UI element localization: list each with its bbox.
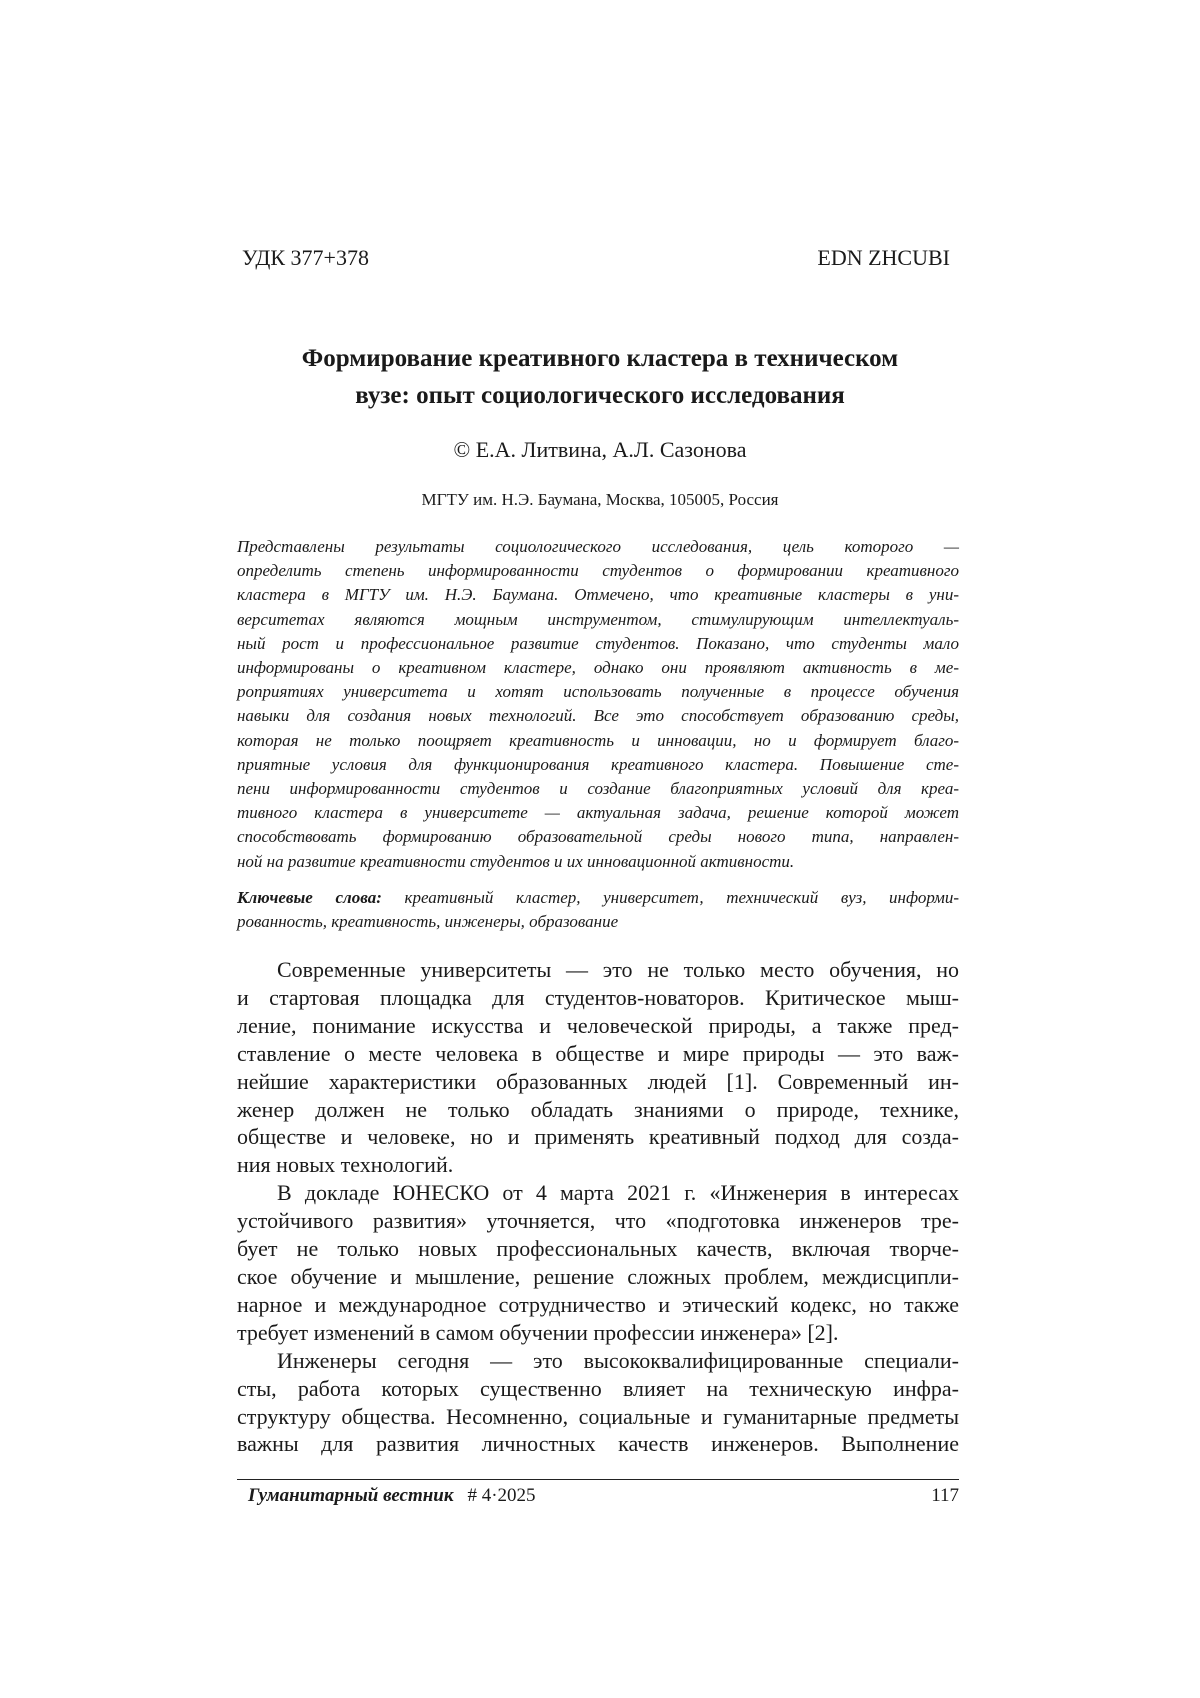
keywords-text: креативный кластер, университет, технический вуз, информи- (404, 888, 960, 907)
journal-issue: # 4·2025 (467, 1485, 536, 1506)
title-line: вузе: опыт социологического исследования (355, 382, 845, 409)
abstract-line: верситетах являются мощным инструментом, стимулирующим интеллектуаль- (237, 609, 959, 629)
body-line: ния новых технологий. (237, 1152, 454, 1178)
body-line: нейшие характеристики образованных людей [1]. Современный ин- (237, 1068, 959, 1094)
body-line: требует изменений в самом обучении профессии инженера» [2]. (237, 1319, 839, 1345)
body-line: обществе и человеке, но и применять креативный подход для созда- (237, 1124, 959, 1150)
abstract-line: информированы о креативном кластере, однако они проявляют активность в ме- (237, 658, 959, 678)
author-affiliation: МГТУ им. Н.Э. Баумана, Москва, 105005, Россия (421, 490, 779, 509)
abstract-line: навыки для создания новых технологий. Все это способствует образованию среды, (237, 706, 959, 726)
article-authors: © Е.А. Литвина, А.Л. Сазонова (453, 437, 747, 462)
udc-code: УДК 377+378 (242, 245, 369, 270)
body-line: женер должен не только обладать знаниями о природе, технике, (237, 1096, 959, 1122)
abstract-line: ный рост и профессиональное развитие студентов. Показано, что студенты мало (237, 633, 959, 653)
body-text (237, 956, 959, 1458)
abstract-line: роприятиях университета и хотят использовать полученные в процессе обучения (237, 682, 959, 702)
body-line: структуру общества. Несомненно, социальные и гуманитарные предметы (237, 1403, 959, 1429)
abstract-line: пени информированности студентов и создание благоприятных условий для креа- (237, 779, 959, 799)
abstract-line: Представлены результаты социологического исследования, цель которого — (237, 537, 959, 556)
keywords (237, 886, 959, 934)
abstract-line: приятные условия для функционирования креативного кластера. Повышение сте- (237, 754, 959, 774)
body-line: ское обучение и мышление, решение сложных проблем, междисципли- (237, 1263, 959, 1289)
body-line: ление, понимание искусства и человеческой природы, а также пред- (237, 1012, 959, 1038)
keywords-label: Ключевые слова: (237, 888, 382, 907)
keywords-line (237, 886, 959, 910)
abstract-line: которая не только поощряет креативность и инновации, но и формирует благо- (237, 730, 959, 750)
footer-divider (237, 1479, 959, 1480)
keywords-line: рованность, креативность, инженеры, образование (237, 912, 619, 931)
page-number: 117 (931, 1485, 959, 1506)
body-line: нарное и международное сотрудничество и этический кодекс, но также (237, 1291, 959, 1317)
body-line: устойчивого развития» уточняется, что «подготовка инженеров тре- (237, 1208, 959, 1234)
article-title (200, 340, 1000, 414)
header-meta (242, 245, 950, 271)
page-footer (248, 1484, 959, 1508)
abstract-line: определить степень информированности студентов о формировании креативного (237, 561, 959, 581)
body-line: важны для развития личностных качеств инженеров. Выполнение (237, 1431, 959, 1457)
body-line: бует не только новых профессиональных качеств, включая творче- (237, 1236, 959, 1262)
journal-name: Гуманитарный вестник (248, 1485, 454, 1506)
body-line: В докладе ЮНЕСКО от 4 марта 2021 г. «Инженерия в интересах (277, 1180, 959, 1206)
abstract-line: кластера в МГТУ им. Н.Э. Баумана. Отмечено, что креативные кластеры в уни- (237, 585, 959, 605)
body-line: Инженеры сегодня — это высококвалифицированные специали- (277, 1347, 959, 1373)
journal-info (248, 1484, 536, 1508)
abstract-line: тивного кластера в университете — актуальная задача, решение которой может (237, 803, 959, 823)
body-line: ставление о месте человека в обществе и мире природы — это важ- (237, 1040, 959, 1066)
abstract-line: ной на развитие креативности студентов и их инновационной активности. (237, 851, 795, 871)
edn-code: EDN ZHCUBI (817, 245, 950, 270)
abstract-line: способствовать формированию образовательной среды нового типа, направлен- (237, 827, 959, 847)
body-line: сты, работа которых существенно влияет на техническую инфра- (237, 1375, 959, 1401)
body-line: и стартовая площадка для студентов-новаторов. Критическое мыш- (237, 984, 959, 1010)
body-line: Современные университеты — это не только место обучения, но (277, 957, 959, 982)
title-line: Формирование креативного кластера в техническом (301, 345, 899, 372)
abstract (237, 535, 959, 874)
